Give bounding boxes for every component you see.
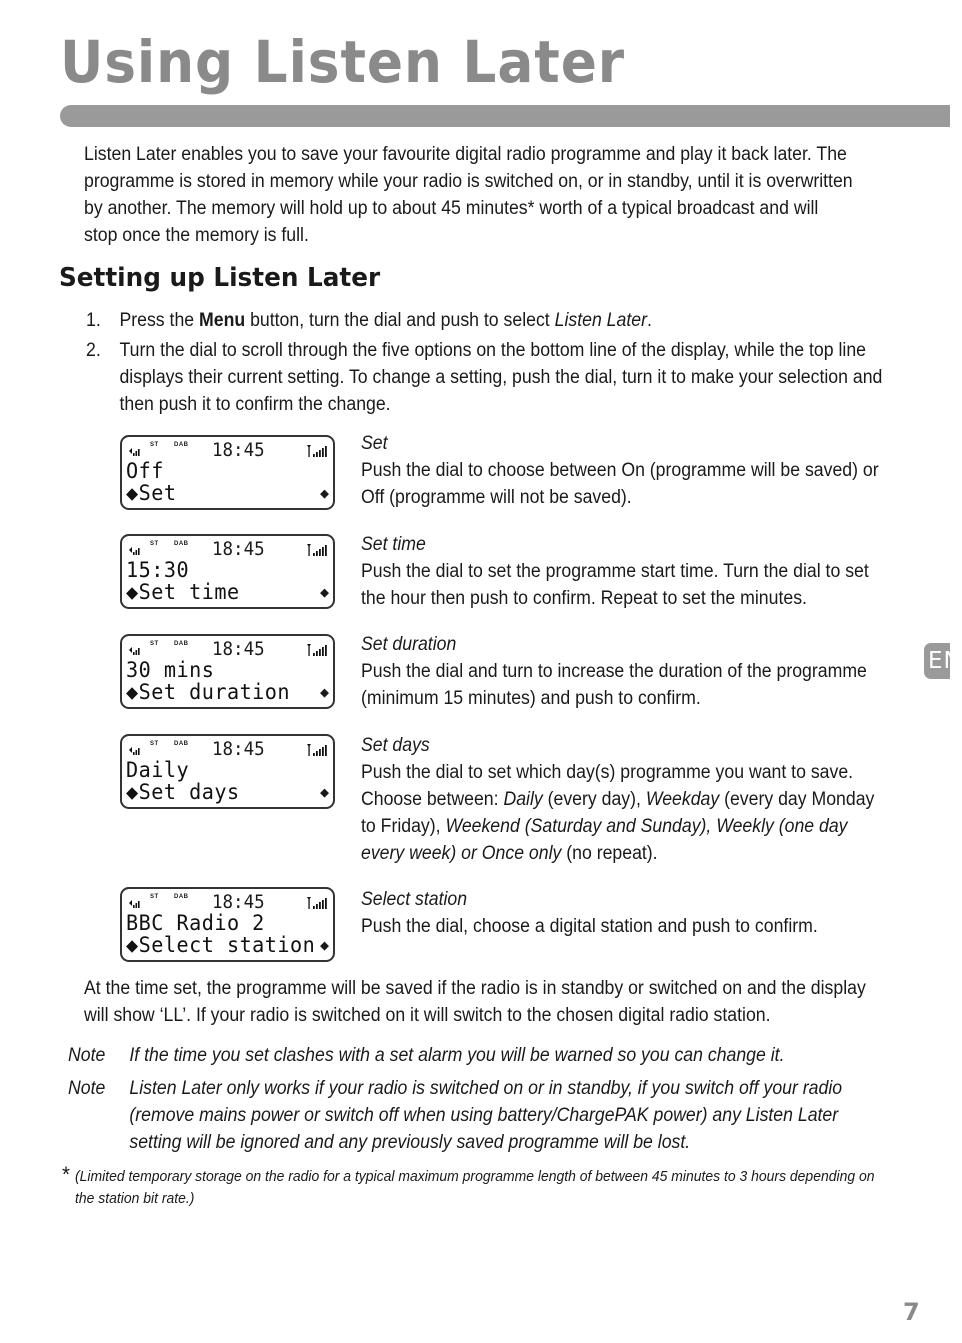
stereo-indicator: ST xyxy=(150,741,159,747)
signal-strength-icon xyxy=(305,643,329,662)
lcd-screen-set-days xyxy=(120,734,335,809)
note-text: If the time you set clashes with a set alarm you will be warned so you can change it. xyxy=(129,1045,785,1066)
lcd-status-bar xyxy=(126,440,331,460)
lcd-clock: 18:45 xyxy=(212,638,265,660)
intro-paragraph: Listen Later enables you to save your favourite digital radio programme and play it back later. The programme is stored in memory while your radio is switched on, or in standby, until it is overwritten by another. The memory will hold up to about 45 minutes* worth of a typical broadcast and will stop once the memory is full. xyxy=(84,144,853,246)
lcd-setting-value: Off xyxy=(126,459,164,483)
lcd-status-bar xyxy=(126,892,331,912)
left-right-arrow-icon: ◆ xyxy=(126,680,139,704)
stereo-indicator: ST xyxy=(150,894,159,900)
option-text: Push the dial, choose a digital station and push to confirm. xyxy=(361,916,818,937)
signal-strength-icon xyxy=(305,543,329,562)
left-right-arrow-icon: ◆ xyxy=(319,484,329,502)
left-right-arrow-icon: ◆ xyxy=(319,683,329,701)
signal-strength-icon xyxy=(305,896,329,915)
option-text: Push the dial and turn to increase the duration of the programme (minimum 15 minutes) and push to confirm. xyxy=(361,661,867,709)
page-title: Using Listen Later xyxy=(60,28,626,96)
lcd-option-name: Set xyxy=(138,481,177,505)
lcd-option-line xyxy=(126,781,240,803)
option-title: Set duration xyxy=(361,634,457,655)
note-1 xyxy=(68,1042,886,1069)
lcd-status-bar xyxy=(126,539,331,559)
note-label: Note xyxy=(68,1045,106,1066)
option-text: Push the dial to choose between On (programme will be saved) or Off (programme will not be saved). xyxy=(361,460,879,508)
section-heading: Setting up Listen Later xyxy=(59,263,381,293)
left-right-arrow-icon: ◆ xyxy=(126,580,139,604)
lcd-option-name: Set duration xyxy=(138,680,291,704)
lcd-status-bar xyxy=(126,739,331,759)
step-2 xyxy=(86,337,886,418)
left-right-arrow-icon: ◆ xyxy=(319,936,329,954)
lcd-option-line xyxy=(126,934,315,956)
lcd-screen-set xyxy=(120,435,335,510)
lcd-option-line xyxy=(126,681,290,703)
option-title: Set xyxy=(361,433,388,454)
footnote-marker: * xyxy=(62,1162,70,1187)
listen-later-option-name: Listen Later xyxy=(554,310,647,331)
option-title: Set time xyxy=(361,534,426,555)
option-set-days-description xyxy=(361,732,891,867)
left-right-arrow-icon: ◆ xyxy=(126,933,139,957)
lcd-option-name: Select station xyxy=(138,933,316,957)
lcd-screen-set-duration xyxy=(120,634,335,709)
note-label: Note xyxy=(68,1078,106,1099)
lcd-option-name: Set time xyxy=(138,580,240,604)
lcd-clock: 18:45 xyxy=(212,538,265,560)
language-tab-label: EN xyxy=(928,648,962,674)
dab-indicator: DAB xyxy=(174,641,189,647)
page-number: 7 xyxy=(903,1298,920,1326)
lcd-clock: 18:45 xyxy=(212,891,265,913)
step-text: Turn the dial to scroll through the five options on the bottom line of the display, while the top line displays their current setting. To change a setting, push the dial, turn it to make your selection and then push it to confirm the change. xyxy=(119,340,883,415)
lcd-clock: 18:45 xyxy=(212,738,265,760)
step-1 xyxy=(86,307,886,334)
left-right-arrow-icon: ◆ xyxy=(126,780,139,804)
lcd-screen-set-time xyxy=(120,534,335,609)
menu-button-name: Menu xyxy=(199,310,246,331)
option-select-station-description xyxy=(361,886,891,940)
lcd-screen-select-station xyxy=(120,887,335,962)
left-right-arrow-icon: ◆ xyxy=(126,481,139,505)
lcd-status-bar xyxy=(126,639,331,659)
footnote-text: (Limited temporary storage on the radio for a typical maximum programme length of between 45 minutes to 3 hours depending on the station bit rate.) xyxy=(75,1168,875,1207)
footnote xyxy=(62,1162,880,1210)
title-underline-bar xyxy=(60,105,950,127)
option-title: Select station xyxy=(361,889,468,910)
dab-indicator: DAB xyxy=(174,741,189,747)
signal-strength-icon xyxy=(305,743,329,762)
stereo-indicator: ST xyxy=(150,641,159,647)
step-number: 1. xyxy=(86,310,101,331)
left-right-arrow-icon: ◆ xyxy=(319,583,329,601)
lcd-setting-value: Daily xyxy=(126,758,190,782)
lcd-setting-value: BBC Radio 2 xyxy=(126,911,265,935)
note-2 xyxy=(68,1075,886,1156)
lcd-option-line xyxy=(126,581,240,603)
signal-strength-icon xyxy=(305,444,329,463)
dab-indicator: DAB xyxy=(174,541,189,547)
option-title: Set days xyxy=(361,735,430,756)
lcd-option-name: Set days xyxy=(138,780,240,804)
option-set-duration-description xyxy=(361,631,891,712)
dab-indicator: DAB xyxy=(174,442,189,448)
lcd-clock: 18:45 xyxy=(212,439,265,461)
option-text: Push the dial to set the programme start time. Turn the dial to set the hour then push to confirm. Repeat to set the minutes. xyxy=(361,561,869,609)
step-number: 2. xyxy=(86,340,101,361)
outro-paragraph: At the time set, the programme will be saved if the radio is in standby or switched on and the display will show ‘LL’. If your radio is switched on it will switch to the chosen digital radio station. xyxy=(84,978,866,1026)
lcd-option-line xyxy=(126,482,176,504)
option-set-description xyxy=(361,430,891,511)
lcd-setting-value: 15:30 xyxy=(126,558,190,582)
left-right-arrow-icon: ◆ xyxy=(319,783,329,801)
stereo-indicator: ST xyxy=(150,442,159,448)
step-text: Press the Menu button, turn the dial and push to select Listen Later. xyxy=(119,310,652,331)
note-text: Listen Later only works if your radio is switched on or in standby, if you switch off your radio (remove mains power or switch off when using battery/ChargePAK power) any Listen Later setting will be ignored and any previously saved programme will be lost. xyxy=(129,1078,843,1153)
option-text: Push the dial to set which day(s) programme you want to save. Choose between: Daily (every day), Weekday (every day Monday to Friday), Weekend (Saturday and Sunday), Weekly (one day every week) or Once only (no repeat). xyxy=(361,762,875,864)
dab-indicator: DAB xyxy=(174,894,189,900)
stereo-indicator: ST xyxy=(150,541,159,547)
option-set-time-description xyxy=(361,531,891,612)
lcd-setting-value: 30 mins xyxy=(126,658,215,682)
